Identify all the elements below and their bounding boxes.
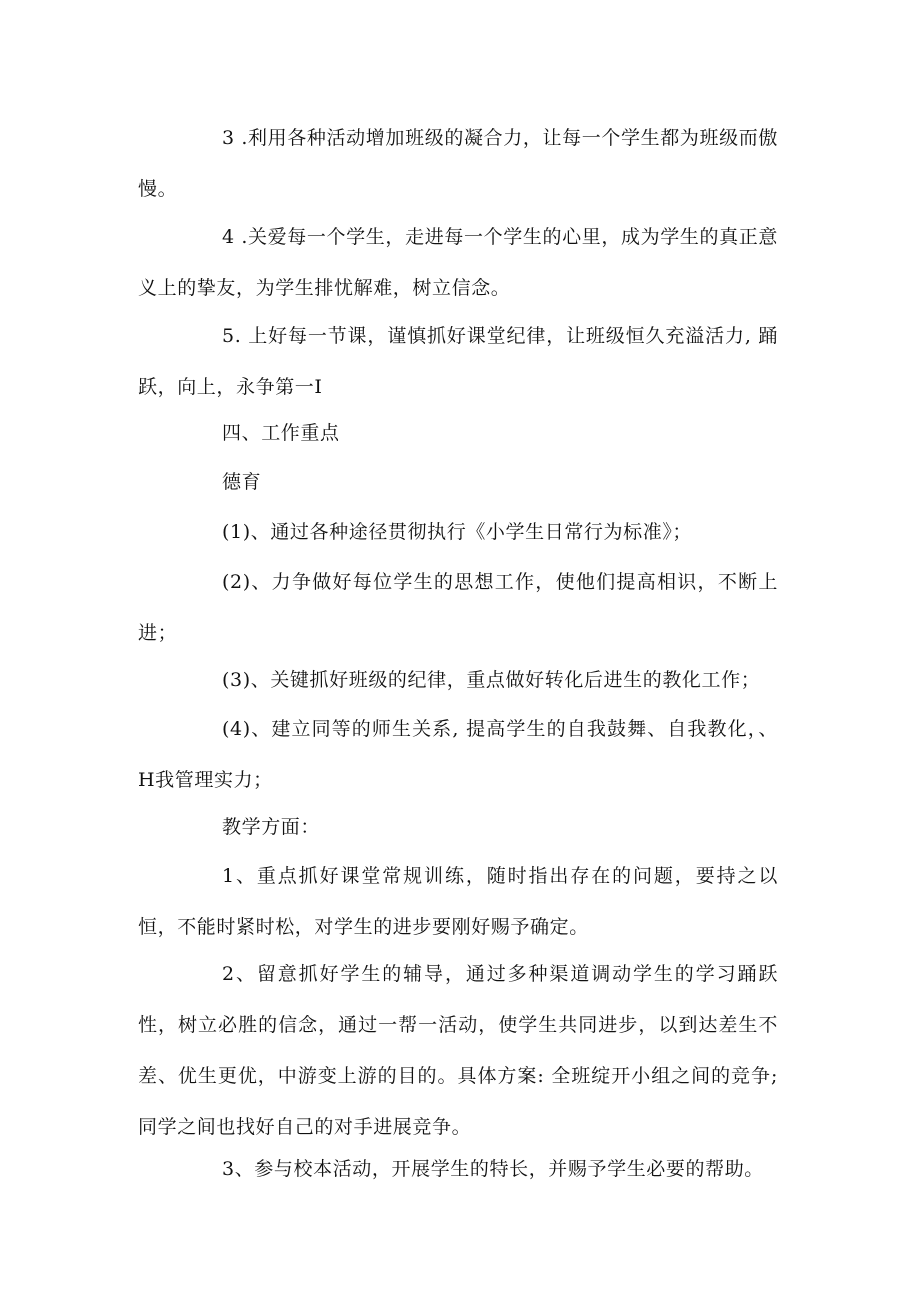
teaching-item-2: 2、留意抓好学生的辅导，通过多种渠道调动学生的学习踊跃性，树立必胜的信念，通过一帮一活动，使学生共同进步，以到达差生不差、优生更优，中游变上游的目的。具体方案: 全班绽开小组之间的竞争;同学之间也找好自己的对手进展竞争。 xyxy=(138,963,778,1138)
moral-item-2: (2)、力争做好每位学生的思想工作，使他们提高相识，不断上进； xyxy=(138,571,778,644)
paragraph-item-3: 3 .利用各种活动增加班级的凝合力，让每一个学生都为班级而傲慢。 xyxy=(138,127,778,200)
teaching-item-1: 1、重点抓好课堂常规训练，随时指出存在的问题，要持之以恒，不能时紧时松，对学生的进步要刚好赐予确定。 xyxy=(138,865,778,938)
paragraph-item-5: 5. 上好每一节课，谨慎抓好课堂纪律，让班级恒久充溢活力, 踊跃，向上，永争第一I xyxy=(138,325,778,398)
subheading-moral-education: 德育 xyxy=(222,471,262,493)
teaching-item-3: 3、参与校本活动，开展学生的特长，并赐予学生必要的帮助。 xyxy=(222,1158,764,1180)
moral-item-4: (4)、建立同等的师生关系, 提高学生的自我鼓舞、自我教化，、H我管理实力； xyxy=(138,718,778,791)
moral-item-3: (3)、关键抓好班级的纪律，重点做好转化后进生的教化工作； xyxy=(222,669,761,691)
paragraph-item-4: 4 .关爱每一个学生，走进每一个学生的心里，成为学生的真正意义上的挚友，为学生排忧解难，树立信念。 xyxy=(138,226,778,299)
subheading-teaching: 教学方面： xyxy=(222,816,321,838)
moral-item-1: (1)、通过各种途径贯彻执行《小学生日常行为标准》； xyxy=(222,521,693,543)
section-heading-work-focus: 四、工作重点 xyxy=(222,422,340,444)
